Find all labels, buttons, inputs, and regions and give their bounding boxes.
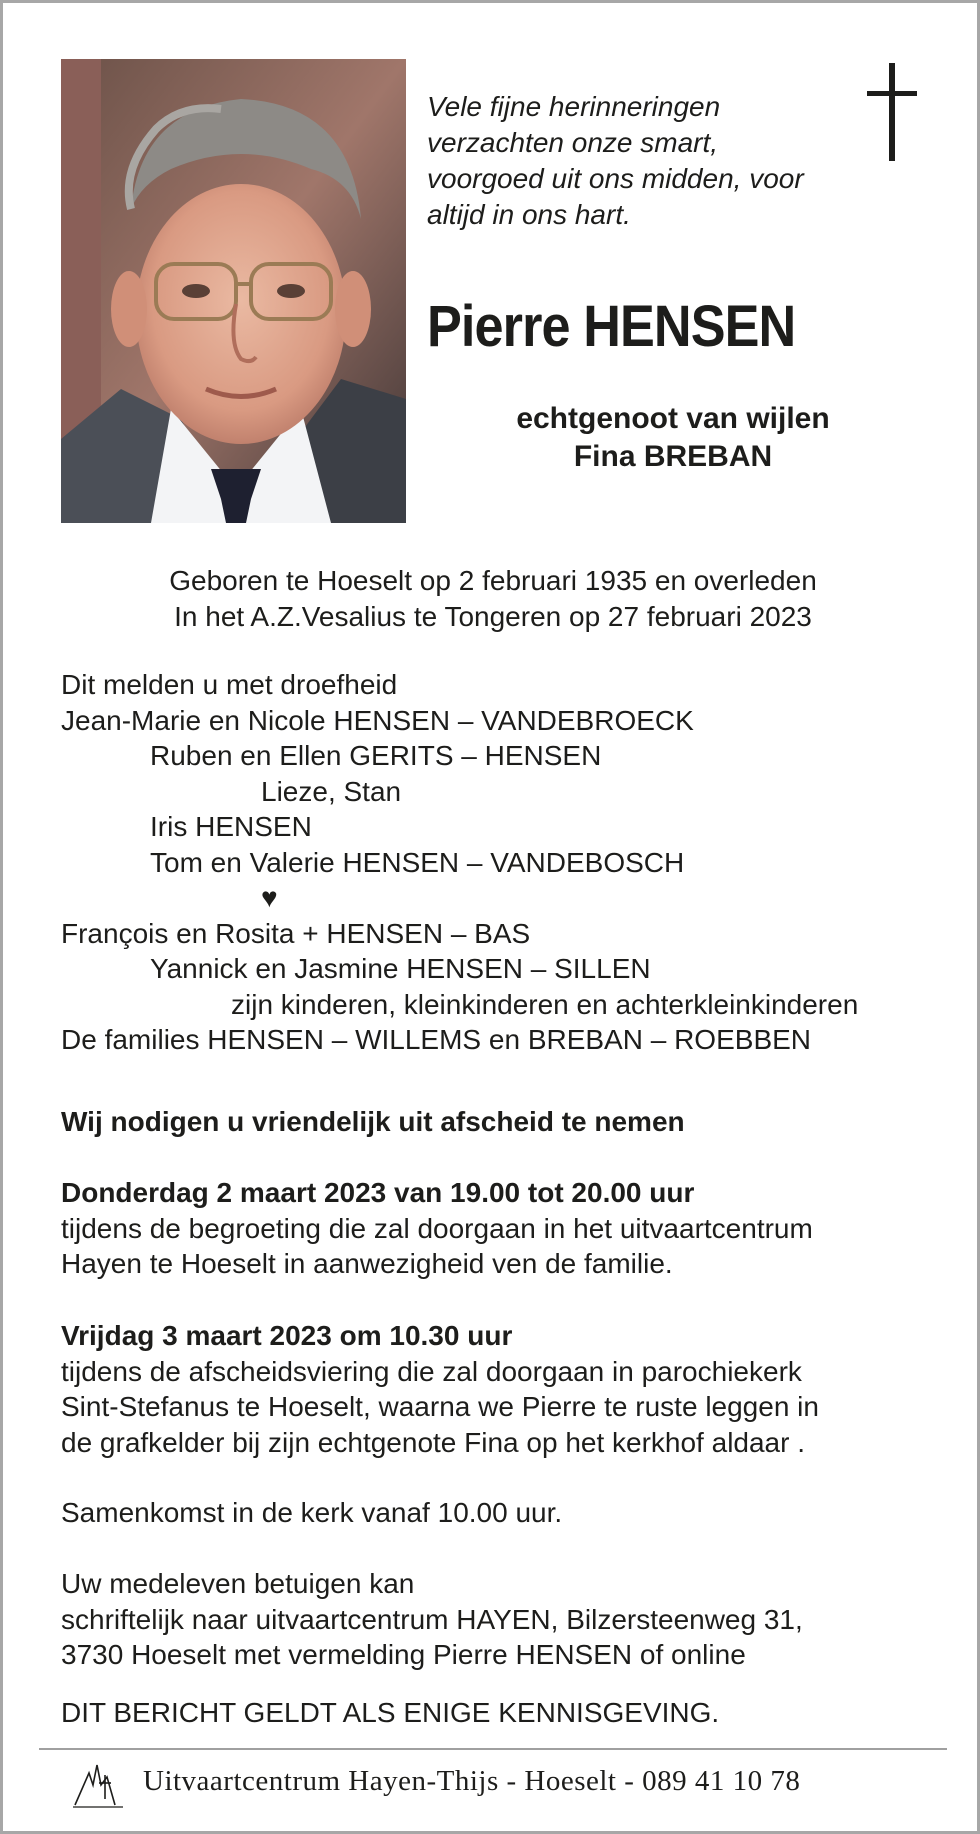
service-date: Vrijdag 3 maart 2023 om 10.30 uur: [61, 1320, 513, 1351]
family-member: Lieze, Stan: [261, 775, 402, 807]
meeting-time: Samenkomst in de kerk vanaf 10.00 uur.: [61, 1497, 563, 1528]
poem-line: verzachten onze smart,: [427, 127, 719, 158]
condolence-line: 3730 Hoeselt met vermelding Pierre HENSEN of online: [61, 1639, 746, 1670]
family-member: Yannick en Jasmine HENSEN – SILLEN: [150, 953, 651, 984]
condolence-line: Uw medeleven betuigen kan: [61, 1568, 415, 1599]
funeral-home-logo-icon: [71, 1755, 127, 1811]
family-intro: Dit melden u met droefheid: [61, 669, 398, 700]
spouse-line: [443, 400, 903, 476]
spouse-name: Fina BREBAN: [573, 440, 773, 473]
heart-icon: ♥: [261, 882, 278, 913]
service-block: [61, 1318, 819, 1460]
service-line: Sint-Stefanus te Hoeselt, waarna we Pierre te ruste leggen in: [61, 1391, 819, 1422]
family-member: Tom en Valerie HENSEN – VANDEBOSCH: [150, 846, 685, 878]
deceased-name: Pierre HENSEN: [427, 294, 796, 359]
service-line: de grafkelder bij zijn echtgenote Fina op het kerkhof aldaar .: [61, 1426, 806, 1458]
cross-icon: [863, 63, 923, 163]
poem-line: Vele fijne herinneringen: [427, 91, 721, 122]
death-line: In het A.Z.Vesalius te Tongeren op 27 februari 2023: [174, 601, 812, 632]
poem-line: voorgoed uit ons midden, voor: [427, 163, 804, 194]
funeral-home-info: Uitvaartcentrum Hayen-Thijs - Hoeselt - 089 41 10 78: [143, 1765, 801, 1797]
footer-divider: [39, 1748, 947, 1750]
family-list: [61, 667, 941, 1058]
birth-death-info: [3, 563, 980, 635]
visitation-line: tijdens de begroeting die zal doorgaan in het uitvaartcentrum: [61, 1212, 813, 1244]
birth-line: Geboren te Hoeselt op 2 februari 1935 en overleden: [169, 565, 817, 596]
memorial-poem: [427, 89, 887, 233]
service-line: tijdens de afscheidsviering die zal doorgaan in parochiekerk: [61, 1355, 802, 1387]
condolence-info: [61, 1566, 803, 1673]
family-relation: zijn kinderen, kleinkinderen en achterkleinkinderen: [231, 988, 859, 1020]
family-member: Iris HENSEN: [150, 811, 312, 842]
family-member: Ruben en Ellen GERITS – HENSEN: [150, 740, 602, 771]
visitation-line: Hayen te Hoeselt in aanwezigheid ven de familie.: [61, 1248, 673, 1279]
invitation-heading: Wij nodigen u vriendelijk uit afscheid te nemen: [61, 1106, 685, 1137]
notice-text: DIT BERICHT GELDT ALS ENIGE KENNISGEVING.: [61, 1697, 720, 1728]
visitation-date: Donderdag 2 maart 2023 van 19.00 tot 20.00 uur: [61, 1177, 695, 1208]
portrait-photo: [61, 59, 406, 523]
condolence-line: schriftelijk naar uitvaartcentrum HAYEN, Bilzersteenweg 31,: [61, 1603, 803, 1635]
family-member: François en Rosita + HENSEN – BAS: [61, 917, 531, 949]
spouse-relation: echtgenoot van wijlen: [516, 402, 830, 435]
family-member: Jean-Marie en Nicole HENSEN – VANDEBROECK: [61, 704, 694, 736]
family-member: De families HENSEN – WILLEMS en BREBAN – ROEBBEN: [61, 1024, 812, 1055]
visitation-block: [61, 1175, 813, 1282]
poem-line: altijd in ons hart.: [427, 199, 631, 230]
